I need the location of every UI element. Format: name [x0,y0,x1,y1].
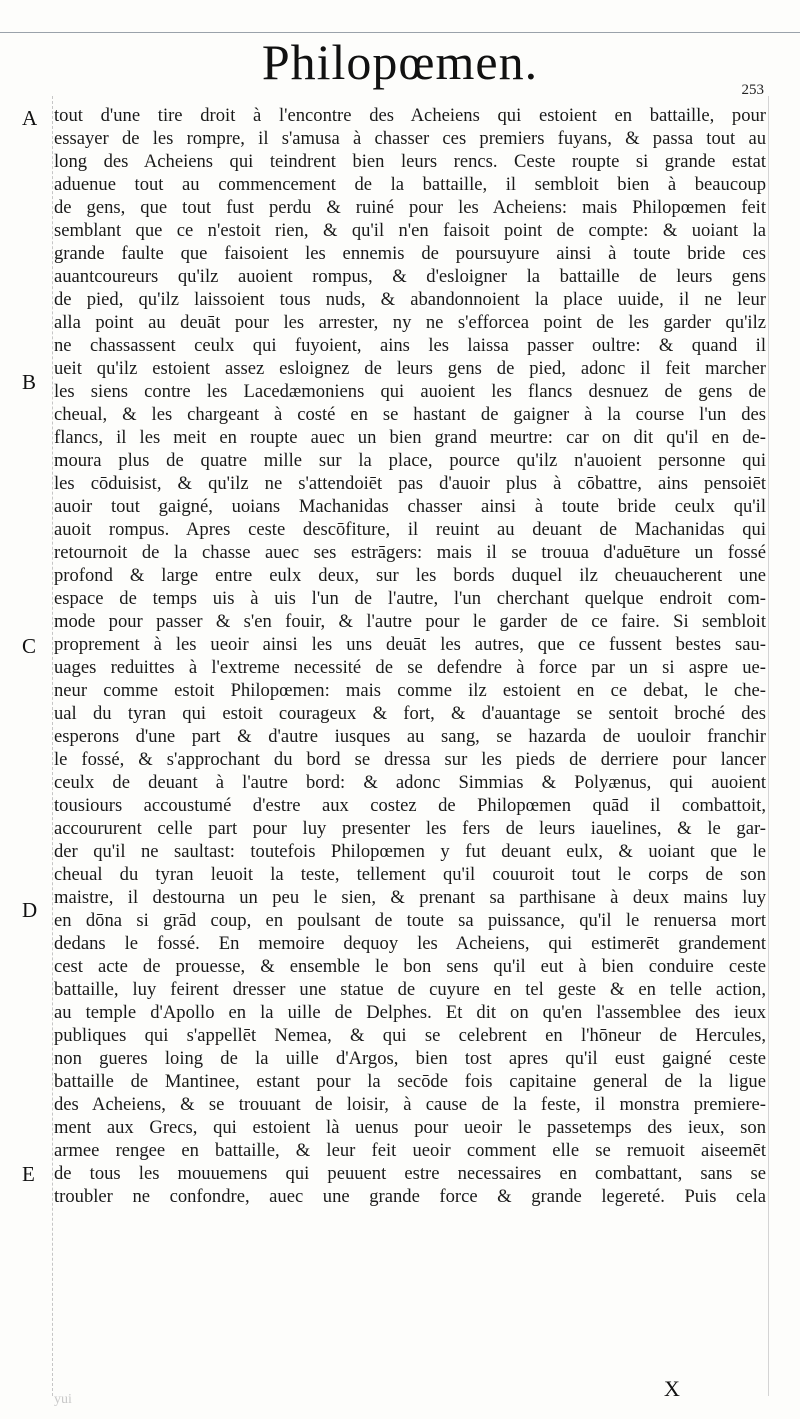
text-line: ment aux Grecs, qui estoient là uenus pour ueoir le passetemps des ieux, son [54,1117,766,1138]
text-line: moura plus de quatre mille sur la place, pource qu'ilz n'auoient personne qui [54,450,766,471]
margin-marker-c: C [22,634,37,658]
text-line: ueit qu'ilz estoient assez esloignez de leurs gens de pied, adonc il feit marcher [54,358,766,379]
text-line: flancs, il les meit en roupte auec un bien grand meurtre: car on dit qu'il en de- [54,427,766,448]
text-line: maistre, il destourna un peu le sien, & prenant sa parthisane à deux mains luy [54,887,766,908]
text-line: cest acte de prouesse, & ensemble le bon sens qu'il eut à bien conduire ceste [54,956,766,977]
text-line: mode pour passer & s'en fouir, & l'autre pour le garder de ce faire. Si sembloit [54,611,766,632]
text-line: ual du tyran qui estoit courageux & fort, & d'auantage se sentoit broché des [54,703,766,724]
text-line: non gueres loing de la uille d'Argos, bien tost apres qu'il eust gaigné ceste [54,1048,766,1069]
signature-mark: X [664,1376,680,1401]
text-line: de pied, qu'ilz laissoient tous nuds, & abandonnoient la place uuide, il ne leur [54,289,766,310]
text-line: dedans le fossé. En memoire dequoy les Acheiens, qui estimerēt grandement [54,933,766,954]
text-line: auantcoureurs qu'ilz auoient rompus, & d'esloigner la battaille de leurs gens [54,266,766,287]
text-line: cheual du tyran leuoit la teste, tellement qu'il couuroit tout le corps de son [54,864,766,885]
text-line: tousiours accoustumé d'estre aux costez de Philopœmen quād il combattoit, [54,795,766,816]
text-line: ceulx de deuant à l'autre bord: & adonc Simmias & Polyænus, qui auoient [54,772,766,793]
page-number: 253 [741,82,764,98]
text-line: auoit rompus. Apres ceste descōfiture, il reuint au deuant de Machanidas qui [54,519,766,540]
text-line: proprement à les ueoir ainsi les uns deuāt les autres, que ce fussent bestes sau- [54,634,766,655]
margin-marker-b: B [22,370,37,394]
text-line: retournoit de la chasse auec ses estrāgers: mais il se trouua d'aduēture un fossé [54,542,766,563]
text-line: publiques qui s'appellēt Nemea, & qui se celebrent en l'hōneur de Hercules, [54,1025,766,1046]
text-line: esperons d'une part & d'autre iusques au sang, se hazarda de uouloir franchir [54,726,766,747]
text-line: de tous les mouuemens qui peuuent estre necessaires en combattant, sans se [54,1163,766,1184]
text-line: le fossé, & s'approchant du bord se dressa sur les pieds de derriere pour lancer [54,749,766,770]
text-line: uages reduittes à l'extreme necessité de se defendre à force par un si aspre ue- [54,657,766,678]
left-margin-rule [52,96,53,1396]
text-line: grande faulte que faisoient les ennemis de poursuyure ainsi à toute bride ces [54,243,766,264]
text-line: cheual, & les chargeant à costé en se hastant de gaigner à la course l'un des [54,404,766,425]
margin-marker-e: E [22,1162,35,1186]
text-line: tout d'une tire droit à l'encontre des Acheiens qui estoient en battaille, pour [54,105,766,126]
text-line: accoururent celle part pour luy presenter les fers de leurs iauelines, & le gar- [54,818,766,839]
running-title: Philopœmen. [261,34,539,90]
text-line: au temple d'Apollo en la uille de Delphes. Et dit on qu'en l'assemblee des ieux [54,1002,766,1023]
margin-marker-a: A [22,106,38,130]
text-line: troubler ne confondre, auec une grande force & grande legereté. Puis cela [54,1186,766,1207]
text-line: auoir tout gaigné, uoians Machanidas chasser ainsi à toute bride ceulx qu'il [54,496,766,517]
body-text [54,104,766,1208]
top-rule-line [0,32,800,33]
faint-show-through-text: yui [54,1392,72,1407]
text-line: armee rengee en battaille, & leur feit ueoir comment elle se remuoit aiseemēt [54,1140,766,1161]
right-margin-rule [768,96,769,1396]
text-line: semblant que ce n'estoit rien, & qu'il n'en faisoit point de compte: & uoiant la [54,220,766,241]
text-line: ne chassassent ceulx qui fuyoient, ains les laissa passer oultre: & quand il [54,335,766,356]
text-line: battaille, luy feirent dresser une statue de cuyure en tel geste & en telle action, [54,979,766,1000]
text-line: les cōduisist, & qu'ilz ne s'attendoiēt pas d'auoir plus à cōbattre, ains pensoiēt [54,473,766,494]
text-line: alla point au deuāt pour les arrester, ny ne s'efforcea point de les garder qu'ilz [54,312,766,333]
text-line: neur comme estoit Philopœmen: mais comme ilz estoient en ce debat, le che- [54,680,766,701]
margin-marker-d: D [22,898,38,922]
text-line: long des Acheiens qui teindrent bien leurs rencs. Ceste roupte si grande estat [54,151,766,172]
text-line: battaille de Mantinee, estant pour la secōde fois capitaine general de la ligue [54,1071,766,1092]
text-line: essayer de les rompre, il s'amusa à chasser ces premiers fuyans, & passa tout au [54,128,766,149]
text-line: en dōna si grād coup, en poulsant de toute sa puissance, qu'il le renuersa mort [54,910,766,931]
text-line: profond & large entre eulx deux, sur les bords duquel ilz cheuaucherent une [54,565,766,586]
text-line: aduenue tout au commencement de la battaille, il sembloit bien à beaucoup [54,174,766,195]
text-line: der qu'il ne saultast: toutefois Philopœmen y fut deuant eulx, & uoiant que le [54,841,766,862]
text-line: les siens contre les Lacedæmoniens qui auoient les flancs desnuez de gens de [54,381,766,402]
text-line: des Acheiens, & se trouuant de loisir, à cause de la feste, il monstra premiere- [54,1094,766,1115]
text-line: espace de temps uis à uis l'un de l'autre, l'un cherchant quelque endroit com- [54,588,766,609]
text-line: de gens, que tout fust perdu & ruiné pour les Acheiens: mais Philopœmen feit [54,197,766,218]
